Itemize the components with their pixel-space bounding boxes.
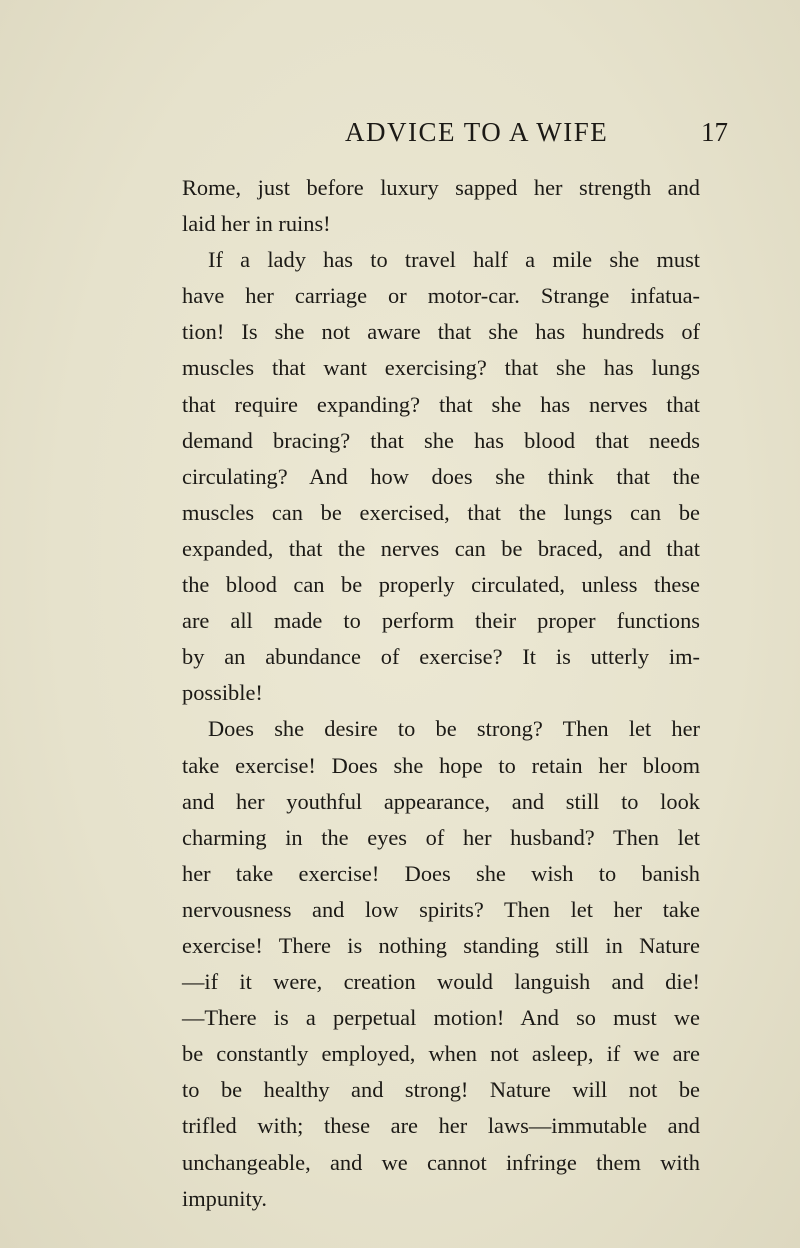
text-line: tion! Is she not aware that she has hundreds of	[182, 319, 700, 345]
text-line: exercise! There is nothing standing still in Nature	[182, 932, 700, 958]
text-line: by an abundance of exercise? It is utterly im-	[182, 644, 700, 670]
running-title: ADVICE TO A WIFE	[345, 117, 609, 147]
text-line: be constantly employed, when not asleep, if we are	[182, 1041, 700, 1067]
text-line: expanded, that the nerves can be braced, and that	[182, 535, 700, 561]
text-line: demand bracing? that she has blood that needs	[182, 427, 700, 453]
body-text	[182, 170, 700, 1217]
text-line: —if it were, creation would languish and die!	[182, 969, 700, 995]
text-line: charming in the eyes of her husband? Then let	[182, 824, 700, 850]
text-line: —There is a perpetual motion! And so must we	[182, 1005, 700, 1031]
text-line: to be healthy and strong! Nature will not be	[182, 1077, 700, 1103]
text-line: If a lady has to travel half a mile she must	[208, 247, 700, 273]
text-line: muscles can be exercised, that the lungs can be	[182, 499, 700, 525]
text-line: possible!	[182, 680, 263, 706]
text-line: take exercise! Does she hope to retain her bloom	[182, 752, 700, 778]
text-line: nervousness and low spirits? Then let her take	[182, 896, 700, 922]
text-line: the blood can be properly circulated, unless these	[182, 572, 700, 598]
text-line: trifled with; these are her laws—immutable and	[182, 1113, 700, 1139]
text-line: have her carriage or motor-car. Strange infatua-	[182, 283, 700, 309]
text-line: Rome, just before luxury sapped her strength and	[182, 175, 700, 200]
text-line: and her youthful appearance, and still to look	[182, 788, 700, 814]
text-line: impunity.	[182, 1185, 268, 1211]
text-line: her take exercise! Does she wish to banish	[182, 860, 700, 886]
text-line: are all made to perform their proper functions	[182, 608, 700, 634]
text-line: Does she desire to be strong? Then let her	[208, 716, 700, 742]
text-line: muscles that want exercising? that she has lungs	[182, 355, 700, 381]
text-line: unchangeable, and we cannot infringe them with	[182, 1149, 700, 1175]
running-header	[0, 112, 800, 152]
text-line: laid her in ruins!	[182, 211, 331, 237]
text-line: circulating? And how does she think that the	[182, 463, 700, 489]
text-line: that require expanding? that she has nerves that	[182, 391, 700, 417]
page-number: 17	[701, 117, 728, 147]
